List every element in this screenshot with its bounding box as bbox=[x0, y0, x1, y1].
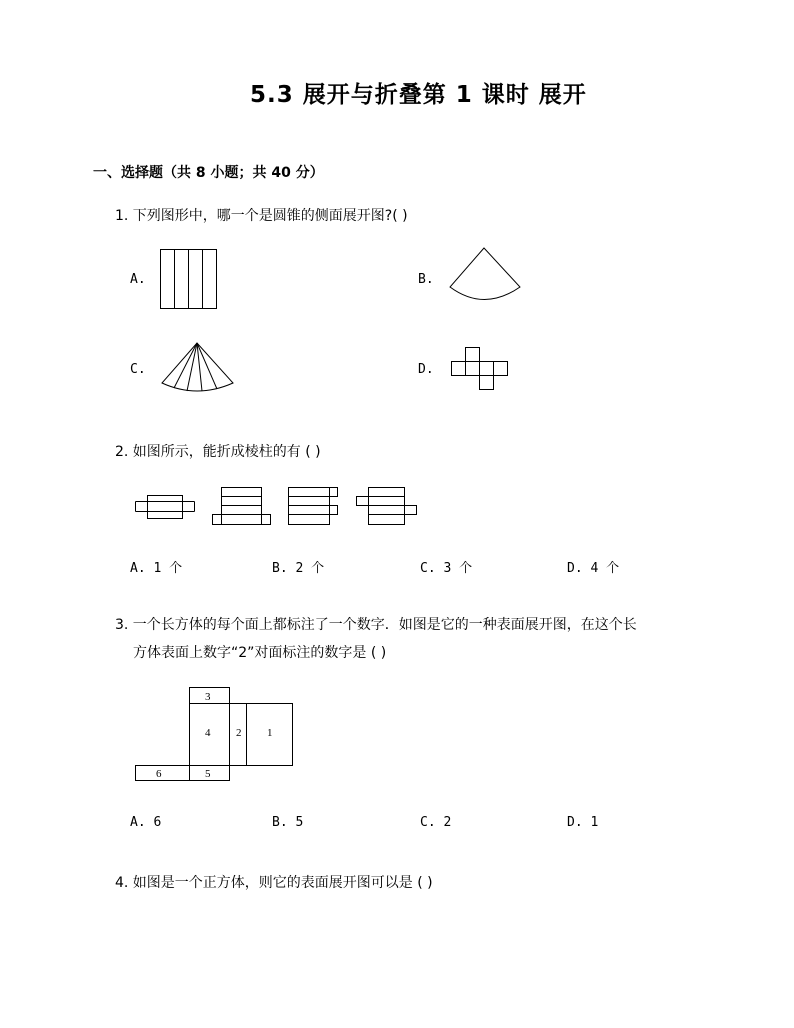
q3-option-c: C. 2 bbox=[420, 815, 452, 830]
question-3-text-line-1: 3. 一个长方体的每个面上都标注了一个数字．如图是它的一种表面展开图，在这个长 bbox=[115, 617, 637, 633]
question-3-text-line-2: 方体表面上数字“2”对面标注的数字是 ( ) bbox=[133, 645, 387, 661]
q3-option-b: B. 5 bbox=[272, 815, 304, 830]
q1-option-b-label: B. bbox=[418, 272, 434, 287]
q2-figure-1 bbox=[134, 490, 196, 526]
net-label-top: 3 bbox=[205, 691, 211, 703]
q2-option-c: C. 3 个 bbox=[420, 561, 473, 576]
q3-option-d: D. 1 bbox=[567, 815, 599, 830]
q2-figure-4 bbox=[355, 486, 421, 528]
q1-option-b-figure bbox=[448, 246, 523, 303]
net-label-bottom: 5 bbox=[205, 768, 211, 780]
q1-option-c-figure bbox=[160, 341, 236, 393]
q2-figure-3 bbox=[287, 486, 343, 528]
q2-option-d: D. 4 个 bbox=[567, 561, 620, 576]
q1-option-c-label: C. bbox=[130, 362, 146, 377]
q1-option-d-label: D. bbox=[418, 362, 434, 377]
q3-cuboid-net bbox=[134, 686, 296, 783]
section-heading: 一、选择题（共 8 小题；共 40 分） bbox=[93, 165, 324, 181]
q2-option-b: B. 2 个 bbox=[272, 561, 325, 576]
q1-option-a-figure bbox=[160, 249, 220, 311]
q1-option-d-figure bbox=[450, 346, 512, 394]
net-label-back: 1 bbox=[267, 727, 273, 739]
q2-option-a: A. 1 个 bbox=[130, 561, 183, 576]
net-label-front: 4 bbox=[205, 727, 211, 739]
question-2-text: 2. 如图所示，能折成棱柱的有 ( ) bbox=[115, 444, 321, 460]
page-title: 5.3 展开与折叠第 1 课时 展开 bbox=[250, 82, 587, 108]
question-1-text: 1. 下列图形中，哪一个是圆锥的侧面展开图?( ) bbox=[115, 208, 408, 224]
question-4-text: 4. 如图是一个正方体，则它的表面展开图可以是 ( ) bbox=[115, 875, 433, 891]
net-label-side: 2 bbox=[236, 727, 242, 739]
q3-option-a: A. 6 bbox=[130, 815, 162, 830]
net-label-left: 6 bbox=[156, 768, 162, 780]
q1-option-a-label: A. bbox=[130, 272, 146, 287]
q2-figure-2 bbox=[211, 486, 273, 528]
